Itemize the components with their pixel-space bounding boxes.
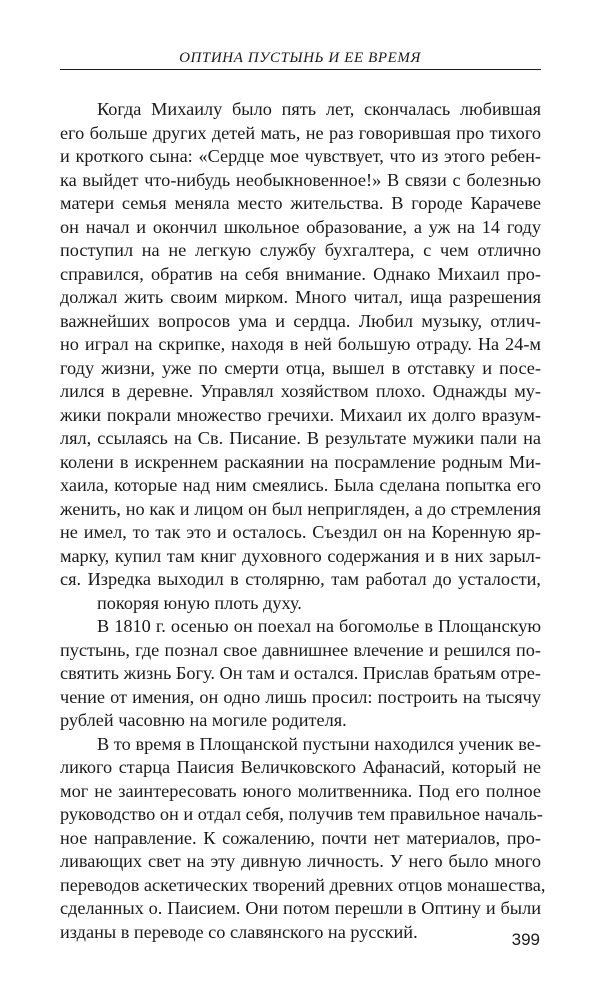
text-line: ка выйдет что-нибудь необыкновенное!» В связи с болезнью — [60, 169, 541, 190]
text-line: но играл на скрипке, находя в ней большую отраду. На 24-м — [60, 334, 541, 354]
text-line: лял, ссылаясь на Св. Писание. В результате мужики пали на — [60, 428, 541, 448]
text-line: он начал и окончил школьное образование, а уж на 14 году — [60, 216, 541, 237]
text-line: изданы в переводе со славянского на русский. — [60, 921, 418, 942]
text-line: важнейших вопросов ума и сердца. Любил музыку, отлич- — [60, 310, 541, 331]
text-line: году жизни, уже по смерти отца, вышел в отставку и посе- — [60, 357, 541, 378]
text-line: хаила, которые над ним смеялись. Была сделана попытка его — [60, 475, 541, 495]
text-line: ся. Изредка выходил в столярню, там работал до усталости, — [60, 569, 541, 589]
page-number: 399 — [511, 930, 540, 949]
text-line: В то время в Площанской пустыни находился ученик ве- — [97, 733, 541, 754]
text-line: колени в искреннем раскаянии на посрамление родным Ми- — [60, 451, 541, 472]
text-line: мог не заинтересовать юного молитвенника. Под его полное — [60, 780, 541, 801]
text-line: покоряя юную плоть духу. — [97, 592, 302, 613]
text-line: справился, обратив на себя внимание. Однако Михаил про- — [60, 263, 541, 284]
text-line: В 1810 г. осенью он поехал на богомолье в Площанскую — [97, 616, 541, 636]
text-line: марку, купил там книг духовного содержания и в них зарыл- — [60, 545, 541, 566]
text-line: матери семья меняла место жительства. В городе Карачеве — [60, 193, 541, 213]
text-line: переводов аскетических творений древних отцов монашества, — [60, 874, 546, 895]
text-line: руководство он и отдал себя, получив тем правильное началь- — [60, 804, 543, 824]
text-line: сделанных о. Паисием. Они потом перешли в Оптину и были — [60, 898, 541, 918]
text-line: ливающих свет на эту дивную личность. У него было много — [60, 851, 541, 871]
text-line: ликого старца Паисия Величковского Афанасий, который не — [60, 757, 541, 777]
text-line: должал жить своим мирком. Много читал, ища разрешения — [60, 287, 541, 307]
text-line: жики покрали множество гречихи. Михаил их долго вразум- — [60, 404, 541, 425]
text-line: женить, но как и лицом он был непригляден, а до стремления — [60, 498, 541, 519]
body-text — [60, 98, 546, 944]
text-line: и кроткого сына: «Сердце мое чувствует, что из этого ребен- — [60, 146, 541, 166]
text-line: пустынь, где познал свое давнишнее влечение и решился по- — [60, 639, 541, 660]
text-line: Когда Михаилу было пять лет, скончалась любившая — [97, 99, 541, 119]
text-line: не имел, то так это и осталось. Съездил он на Коренную яр- — [60, 522, 541, 542]
text-line: чение от имения, он одно лишь просил: построить на тысячу — [60, 686, 541, 707]
text-line: его больше других детей мать, не раз говорившая про тихого — [60, 122, 541, 143]
running-head: ОПТИНА ПУСТЫНЬ И ЕЕ ВРЕМЯ — [179, 50, 421, 66]
text-line: поступил на не легкую службу бухгалтера, с чем отлично — [60, 240, 541, 260]
text-line: рублей часовню на могиле родителя. — [60, 710, 347, 730]
text-line: лился в деревне. Управлял хозяйством плохо. Однажды му- — [60, 381, 541, 401]
header-rule — [60, 69, 541, 70]
text-line: ное направление. К сожалению, почти нет материалов, про- — [60, 827, 541, 848]
text-line: святить жизнь Богу. Он там и остался. Прислав братьям отре- — [60, 663, 541, 683]
